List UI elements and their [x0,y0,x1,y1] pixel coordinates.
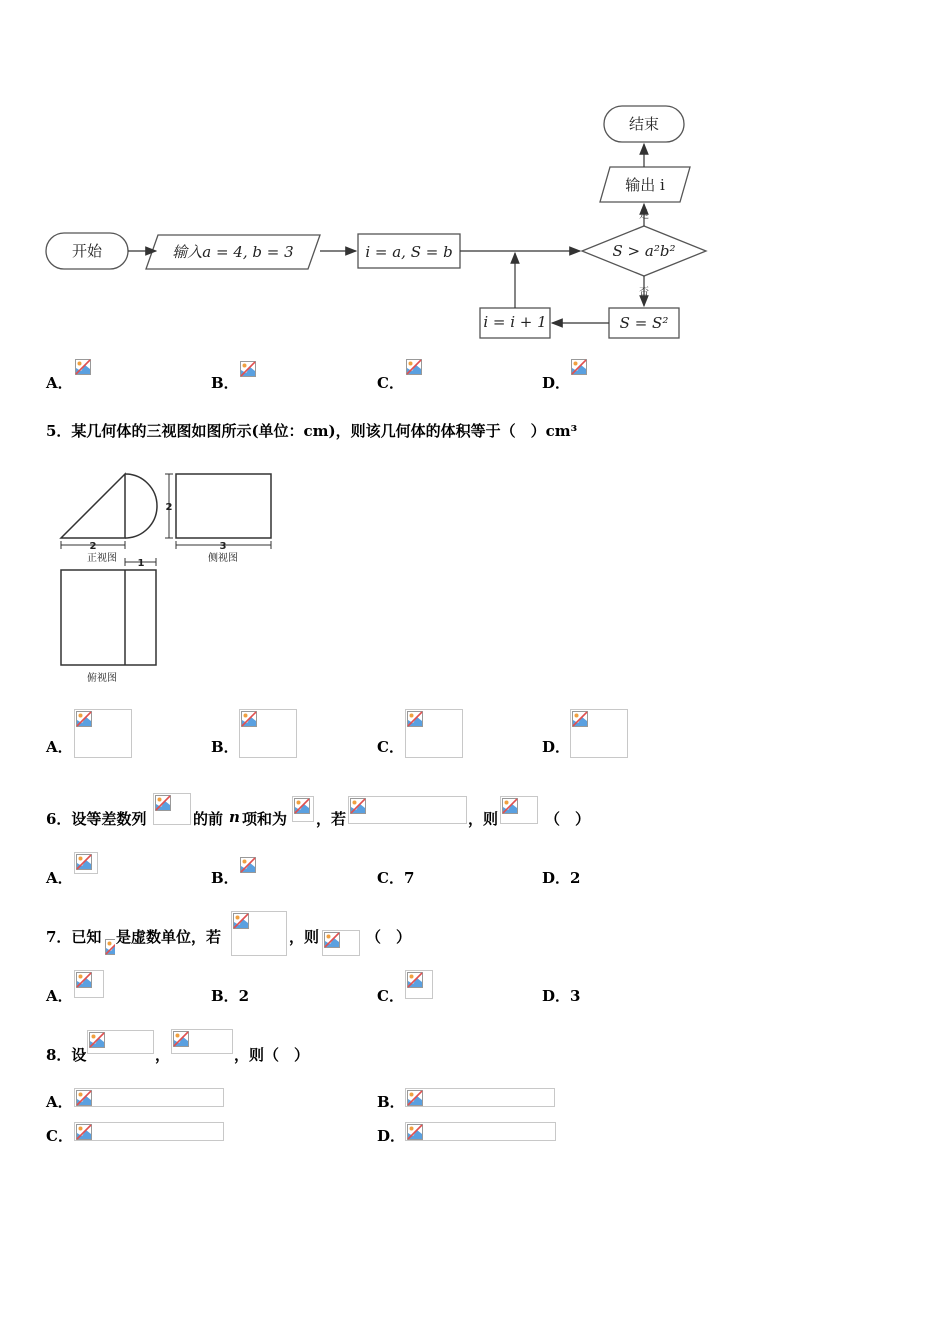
q4-option-c[interactable]: C． [377,374,404,392]
q6-text-2: 的前 [193,810,224,828]
q6-text-1: 6．设等差数列 [46,810,147,828]
q8-text-2: ， [155,1046,171,1064]
condition-label: S > a²b² [612,242,676,260]
q6-option-a-image [74,852,98,874]
q5-option-a-image [74,709,132,758]
q8-formula-a [87,1030,154,1054]
q4-option-b[interactable]: B． [211,374,239,392]
q8-option-d[interactable]: D． [377,1127,406,1145]
q6-formula-target [500,796,538,824]
q6-formula-condition [348,796,467,824]
q7-option-c[interactable]: C． [377,987,404,1005]
q4-option-c-image [405,358,421,378]
top-view [61,570,156,665]
q8-option-d-image [405,1122,556,1141]
q4-option-d-image [570,358,586,378]
side-view-label: 侧视图 [208,553,238,564]
q5-option-a[interactable]: A． [46,738,73,756]
q6-option-b-image [239,856,259,876]
front-view [61,474,125,538]
three-view-figure [55,465,285,690]
q4-option-d[interactable]: D． [542,374,571,392]
q6-option-c[interactable]: C．7 [377,869,415,887]
q8-formula-b [171,1029,233,1054]
q8-option-c[interactable]: C． [46,1127,73,1145]
input-label: 输入a = 4, b = 3 [172,243,294,261]
q8-option-a[interactable]: A． [46,1093,73,1111]
q6-text-6: （ ） [545,810,591,828]
q8-option-a-image [74,1088,224,1107]
side-width-label: 3 [219,541,227,552]
q6-n: n [229,808,240,826]
output-label: 输出 i [625,176,665,194]
end-label: 结束 [628,115,660,133]
q5-option-b-image [239,709,297,758]
q7-option-d[interactable]: D．3 [542,987,581,1005]
q8-option-c-image [74,1122,224,1141]
q7-text-4: （ ） [366,928,412,946]
q7-option-c-image [405,970,433,999]
q8-option-b-image [405,1088,555,1107]
q6-formula-sum [292,796,314,822]
yes-label: 是 [639,210,649,221]
q4-option-b-image [239,360,255,380]
side-view [176,474,271,538]
q4-option-a-image [74,358,90,378]
q6-text-4: ，若 [316,810,347,828]
top-view-label: 俯视图 [87,673,117,684]
q5-option-c-image [405,709,463,758]
q8-option-b[interactable]: B． [377,1093,405,1111]
q7-option-a[interactable]: A． [46,987,73,1005]
q7-option-b[interactable]: B．2 [211,987,250,1005]
q5-option-d-image [570,709,628,758]
start-label: 开始 [71,242,103,260]
no-label: 否 [639,287,649,298]
height-label: 2 [165,502,173,513]
q4-option-a[interactable]: A． [46,374,73,392]
front-width-label: 2 [89,541,97,552]
init-label: i = a, S = b [365,243,453,261]
flowchart [0,95,760,350]
square-label: S = S² [619,314,669,332]
q7-text-1: 7．已知 [46,928,102,946]
front-view-label: 正视图 [87,553,117,564]
q6-text-5: ，则 [468,810,499,828]
q6-text-3: 项和为 [242,810,288,828]
top-width-label: 1 [137,558,145,569]
q6-option-b[interactable]: B． [211,869,239,887]
q7-text-3: ，则 [289,928,320,946]
q5-option-b[interactable]: B． [211,738,239,756]
q6-formula-sequence [153,793,191,825]
q5-option-d[interactable]: D． [542,738,571,756]
q7-formula-target [322,930,360,956]
q5-text: 5．某几何体的三视图如图所示(单位：cm)，则该几何体的体积等于（ ）cm³ [46,422,578,440]
q8-text-3: ，则（ ） [234,1046,310,1064]
q6-option-d[interactable]: D．2 [542,869,581,887]
q7-text-2: 是虚数单位，若 [116,928,222,946]
q7-option-a-image [74,970,104,998]
increment-label: i = i + 1 [483,313,547,331]
q6-option-a[interactable]: A． [46,869,73,887]
q7-formula-i [104,938,115,956]
q8-text-1: 8．设 [46,1046,87,1064]
q5-option-c[interactable]: C． [377,738,404,756]
q7-formula-condition [231,911,287,956]
